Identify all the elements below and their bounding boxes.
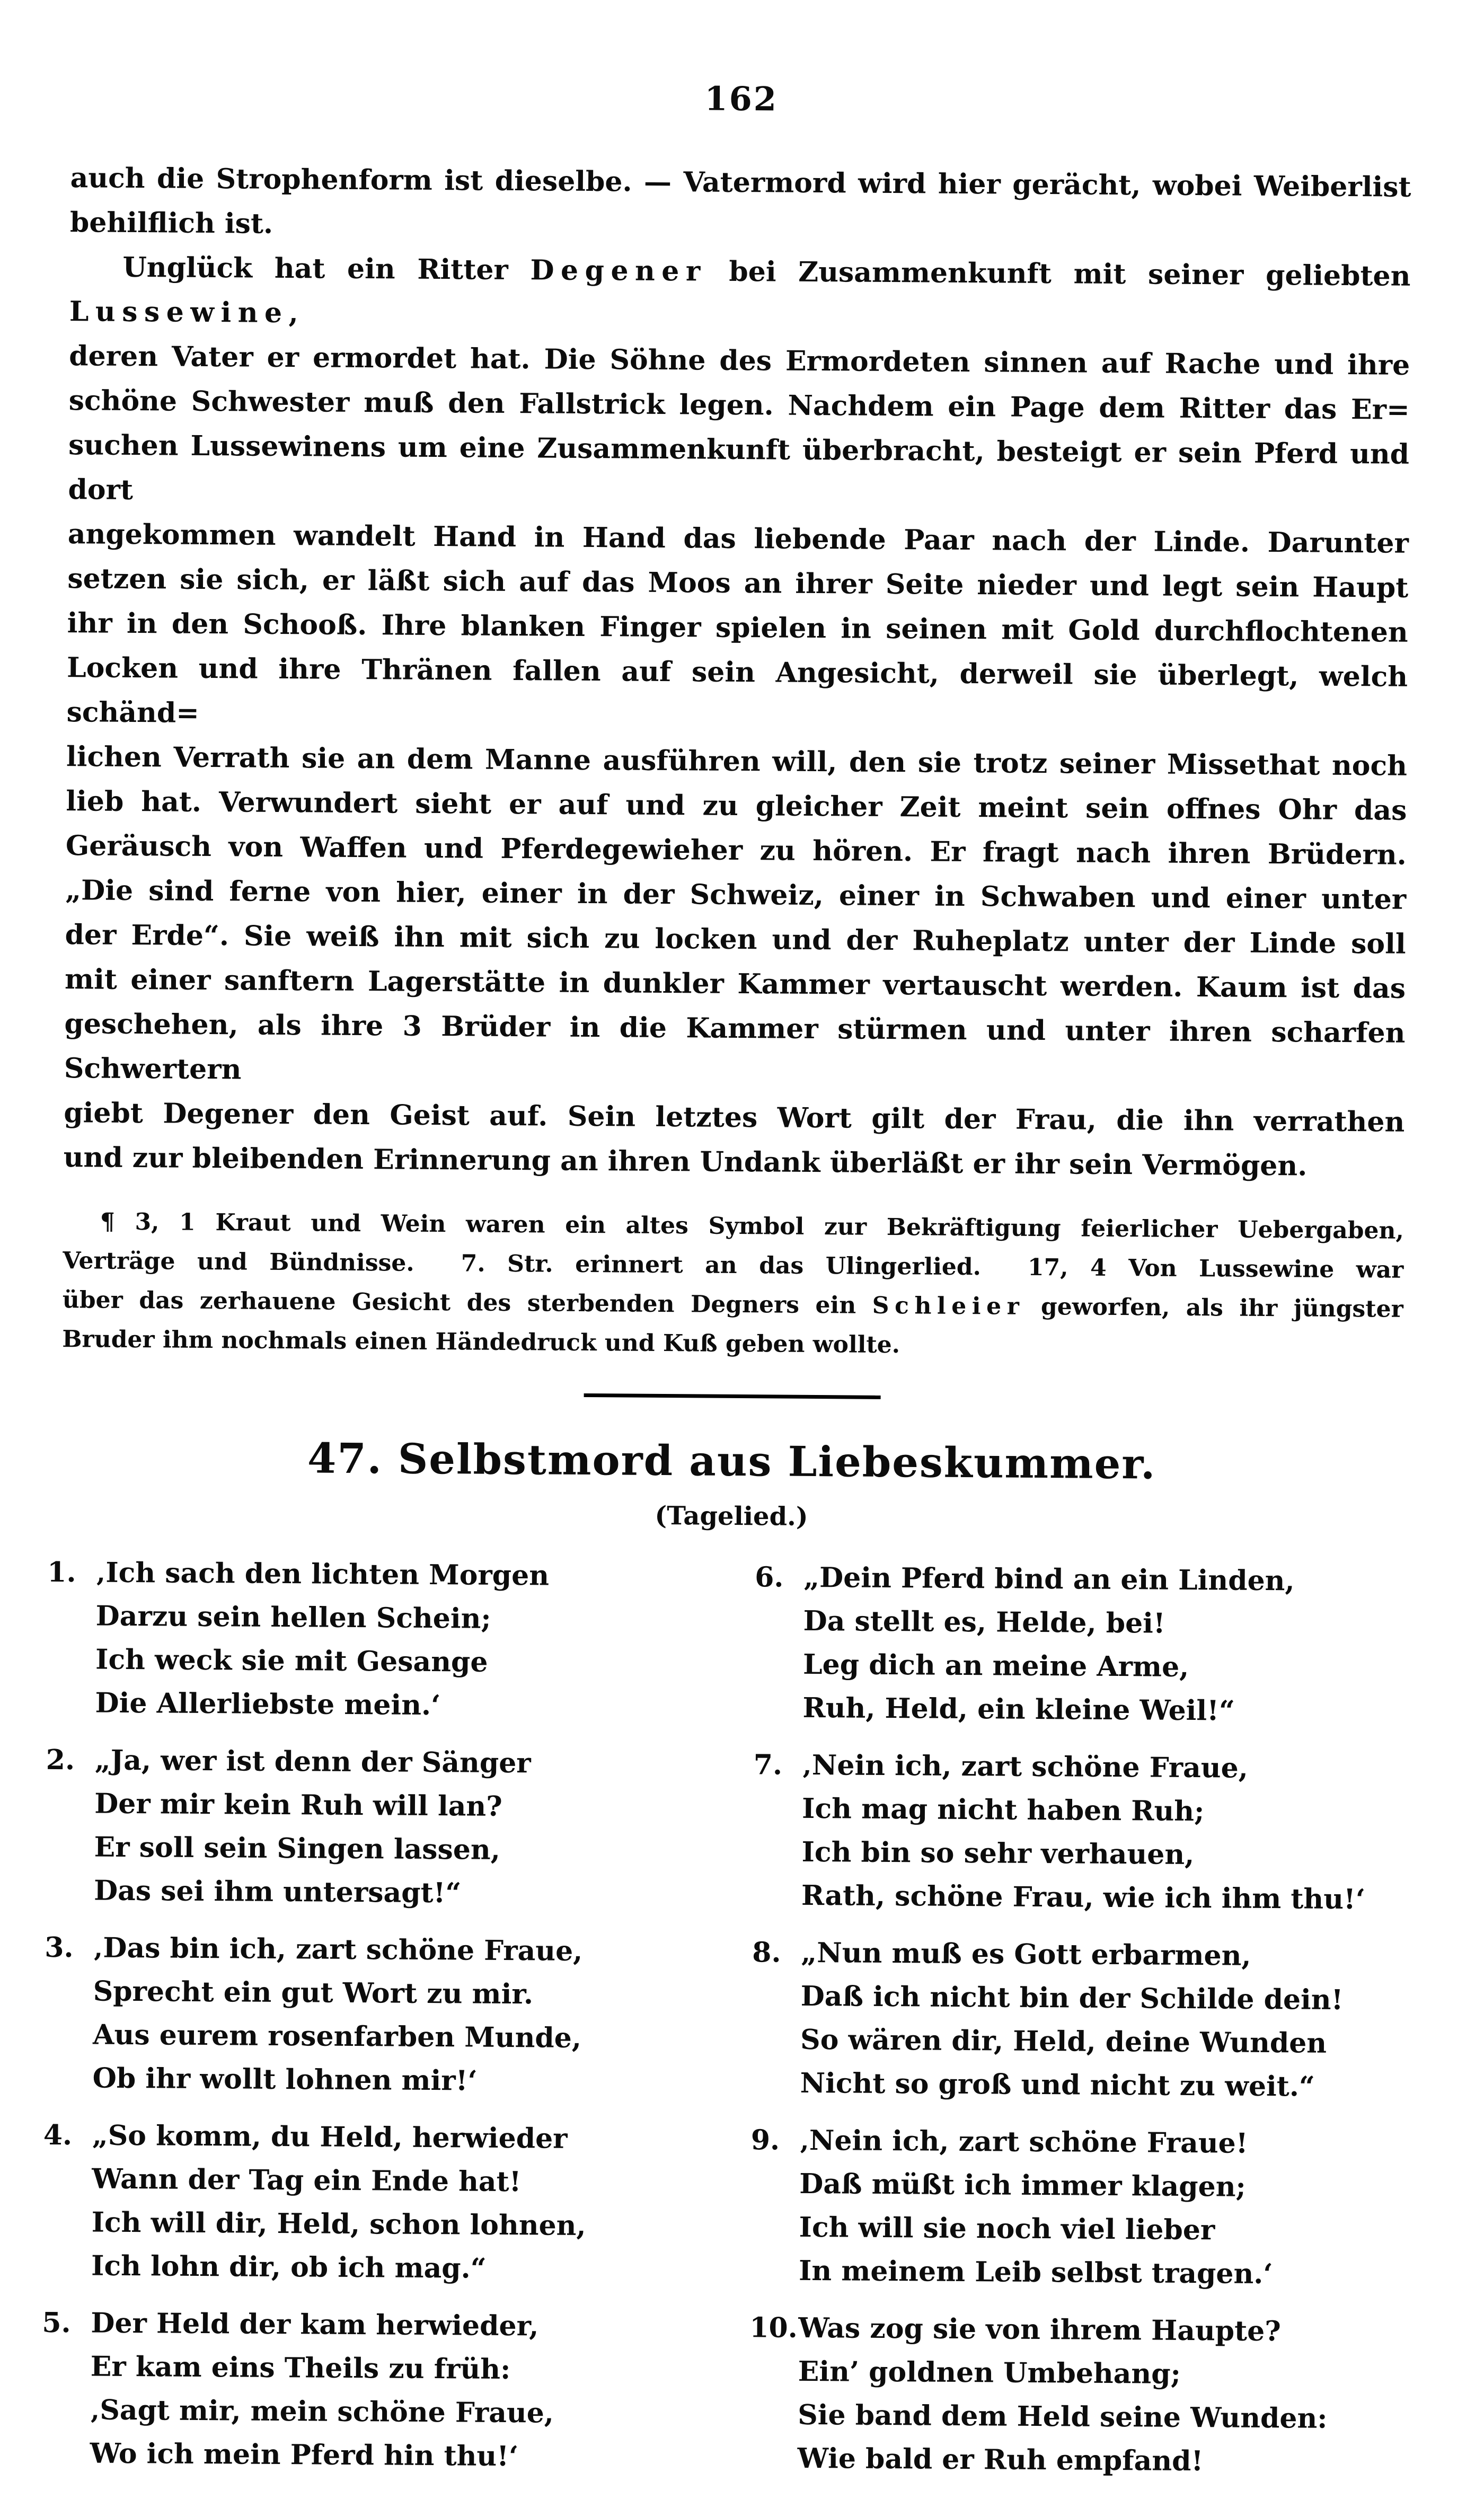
verse-line: Rath, schöne Frau, wie ich ihm thu!‘ [801,1879,1366,1916]
verse-line [751,2118,1411,2167]
verse-line [752,1931,1412,1979]
prose-line: auch die Strophenform ist dieselbe. — Vatermord wird hier gerächt, wobei Weiberlist [70,162,1411,204]
verse-line: Wann der Tag ein Ende hat! [92,2162,522,2198]
verse-line: Das sei ihm untersagt!“ [93,1874,462,1910]
verse-line [46,1738,706,1787]
character-name: Lussewine [69,295,289,330]
verse-text: ‚Nein ich, zart schöne Fraue! [799,2124,1248,2160]
stanza-number: 3. [45,1931,74,1964]
emphasized-word: Schleier [872,1292,1025,1320]
verse-line: Daß müßt ich immer klagen; [799,2167,1246,2203]
stanza [748,2306,1409,2485]
stanza-number: 10. [749,2311,798,2344]
prose-line: der Erde“. Sie weiß ihn mit sich zu locken und der Ruheplatz unter der Linde soll [65,919,1406,960]
verse-text: „So komm, du Held, herwieder [92,2119,568,2155]
verse-line: Daß ich nicht bin der Schilde dein! [800,1980,1344,2017]
prose-text: , [288,297,298,330]
verse-text: ‚Ich sach den lichten Morgen [96,1556,550,1592]
note-text: geworfen, als ihr jüngster [1024,1293,1403,1323]
section-divider [584,1393,881,1399]
verse-line: Die Allerliebste mein.‘ [95,1686,441,1722]
stanza-number: 4. [43,2118,73,2152]
prose-line: giebt Degener den Geist auf. Sein letztes Wort gilt der Frau, die ihn verrathen [64,1097,1405,1138]
prose-line: „Die sind ferne von hier, einer in der Schweiz, einer in Schwaben und einer unter [65,874,1407,916]
verse-line: Wie bald er Ruh empfand! [797,2442,1204,2478]
verse-line: Ich weck sie mit Gesange [95,1643,488,1679]
verse-line: Wo ich mein Pferd hin thu!‘ [90,2437,519,2473]
verse-line: Ich will dir, Held, schon lohnen, [91,2206,586,2242]
prose-line: lichen Verrath sie an dem Manne ausführen will, den sie trotz seiner Missethat noch [66,740,1408,782]
verse-text: ‚Das bin ich, zart schöne Fraue, [93,1931,583,1967]
verse-line [47,1551,708,1599]
stanza-number: 1. [47,1556,76,1589]
verse-line [753,1743,1414,1791]
prose-line: angekommen wandelt Hand in Hand das liebende Paar nach der Linde. Darunter [67,518,1409,560]
prose-line: Geräusch von Waffen und Pferdegewieher zu hören. Er fragt nach ihren Brüdern. [65,829,1407,871]
stanza [42,2114,703,2292]
verse-text: Was zog sie von ihrem Haupte? [798,2311,1281,2348]
verse-line: Ich lohn dir, ob ich mag.“ [91,2249,487,2285]
note-text: über das zerhauene Gesicht des sterbenden Degners ein [62,1286,872,1319]
verse-line: Ich will sie noch viel lieber [799,2211,1215,2247]
stanza-number: 5. [42,2306,71,2339]
stanza [41,2301,702,2480]
stanza-number: 8. [752,1936,781,1969]
verse-line: Sie band dem Held seine Wunden: [797,2398,1328,2435]
prose-line: lieb hat. Verwundert sieht er auf und zu gleicher Zeit meint sein offnes Ohr das [66,785,1407,827]
character-name: Degener [530,254,707,288]
prose-line: deren Vater er ermordet hat. Die Söhne des Ermordeten sinnen auf Rache und ihre [69,340,1410,382]
prose-line: behilflich ist. [69,206,273,240]
stanza-number: 6. [755,1561,784,1594]
verse-line: Der mir kein Ruh will lan? [94,1787,502,1823]
verse-line: In meinem Leib selbst tragen.‘ [798,2254,1273,2291]
verse-line: So wären dir, Held, deine Wunden [800,2023,1327,2060]
verse-line: Sprecht ein gut Wort zu mir. [93,1975,534,2011]
note-line: Verträge und Bündnisse. 7. Str. erinnert an das Ulingerlied. 17, 4 Von Lussewine war [63,1247,1404,1284]
verse-text: ‚Nein ich, zart schöne Fraue, [802,1749,1249,1785]
stanza [750,2118,1411,2297]
stanza-number: 2. [46,1743,75,1777]
verse-text: Der Held der kam herwieder, [91,2307,539,2343]
verse-line: Leg dich an meine Arme, [802,1648,1189,1683]
stanza [46,1551,707,1729]
poem-left-column [41,1551,707,2494]
verse-line: Ich mag nicht haben Ruh; [801,1792,1205,1828]
prose-line: setzen sie sich, er läßt sich auf das Moos an ihrer Seite nieder und legt sein Haupt [67,562,1409,604]
stanza-number: 9. [750,2124,780,2157]
verse-line: Nicht so groß und nicht zu weit.“ [800,2067,1315,2103]
stanza-number: 7. [753,1749,783,1781]
verse-line [42,2301,702,2350]
verse-line: ‚Sagt mir, mein schöne Fraue, [90,2394,554,2430]
verse-line: Ruh, Held, ein kleine Weil!“ [802,1691,1235,1727]
note-line: Bruder ihm nochmals einen Händedruck und Kuß geben wollte. [62,1326,900,1359]
stanza [754,1556,1415,1734]
annotations-block [62,1202,1404,1368]
stanza [753,1743,1414,1922]
verse-line [43,2114,704,2162]
prose-line: geschehen, als ihre 3 Brüder in die Kammer stürmen und unter ihren scharfen Schwertern [64,1008,1406,1086]
prose-text: bei Zusammenkunft mit seiner geliebten [706,255,1411,293]
prose-line: ihr in den Schooß. Ihre blanken Finger spielen in seinen mit Gold durchflochtenen [67,607,1408,649]
song-subtitle: (Tagelied.) [655,1500,808,1532]
verse-line: Aus eurem rosenfarben Munde, [92,2018,582,2054]
verse-line: Er soll sein Singen lassen, [94,1831,501,1866]
stanza [751,1931,1412,2109]
song-title: 47. Selbstmord aus Liebeskummer. [307,1434,1156,1489]
prose-line: Locken und ihre Thränen fallen auf sein Angesicht, derweil sie überlegt, welch schänd= [66,651,1408,729]
verse-line [749,2306,1410,2354]
verse-line: Darzu sein hellen Schein; [95,1600,491,1635]
prose-line [69,245,1411,343]
verse-text: „Ja, wer ist denn der Sänger [94,1744,531,1780]
note-line: ¶ 3, 1 Kraut und Wein waren ein altes Symbol zur Bekräftigung feierlicher Uebergaben, [100,1208,1404,1244]
verse-line: Ob ihr wollt lohnen mir!‘ [92,2062,478,2097]
verse-line [755,1556,1415,1604]
prose-block [63,156,1411,1189]
verse-line [45,1926,705,1974]
verse-text: „Dein Pferd bind an ein Linden, [803,1561,1295,1597]
prose-text: Unglück hat ein Ritter [122,251,531,287]
prose-line: und zur bleibenden Erinnerung an ihren Undank überläßt er ihr sein Vermögen. [63,1141,1308,1182]
verse-line: Ich bin so sehr verhauen, [801,1835,1195,1871]
verse-line: Da stellt es, Helde, bei! [803,1604,1165,1640]
prose-line: suchen Lussewinens um eine Zusammenkunft überbracht, besteigt er sein Pferd und dort [68,429,1410,507]
prose-line: mit einer sanftern Lagerstätte in dunkler Kammer vertauscht werden. Kaum ist das [64,963,1406,1005]
verse-line: Er kam eins Theils zu früh: [90,2350,511,2386]
prose-line: schöne Schwester muß den Fallstrick legen. Nachdem ein Page dem Ritter das Er= [68,384,1410,426]
stanza [43,1926,704,2105]
stanza [45,1738,706,1917]
verse-text: „Nun muß es Gott erbarmen, [801,1936,1251,1972]
poem [41,1551,1415,2498]
poem-right-column [748,1556,1415,2498]
page-number: 162 [704,79,779,119]
verse-line: Ein’ goldnen Umbehang; [798,2355,1181,2390]
